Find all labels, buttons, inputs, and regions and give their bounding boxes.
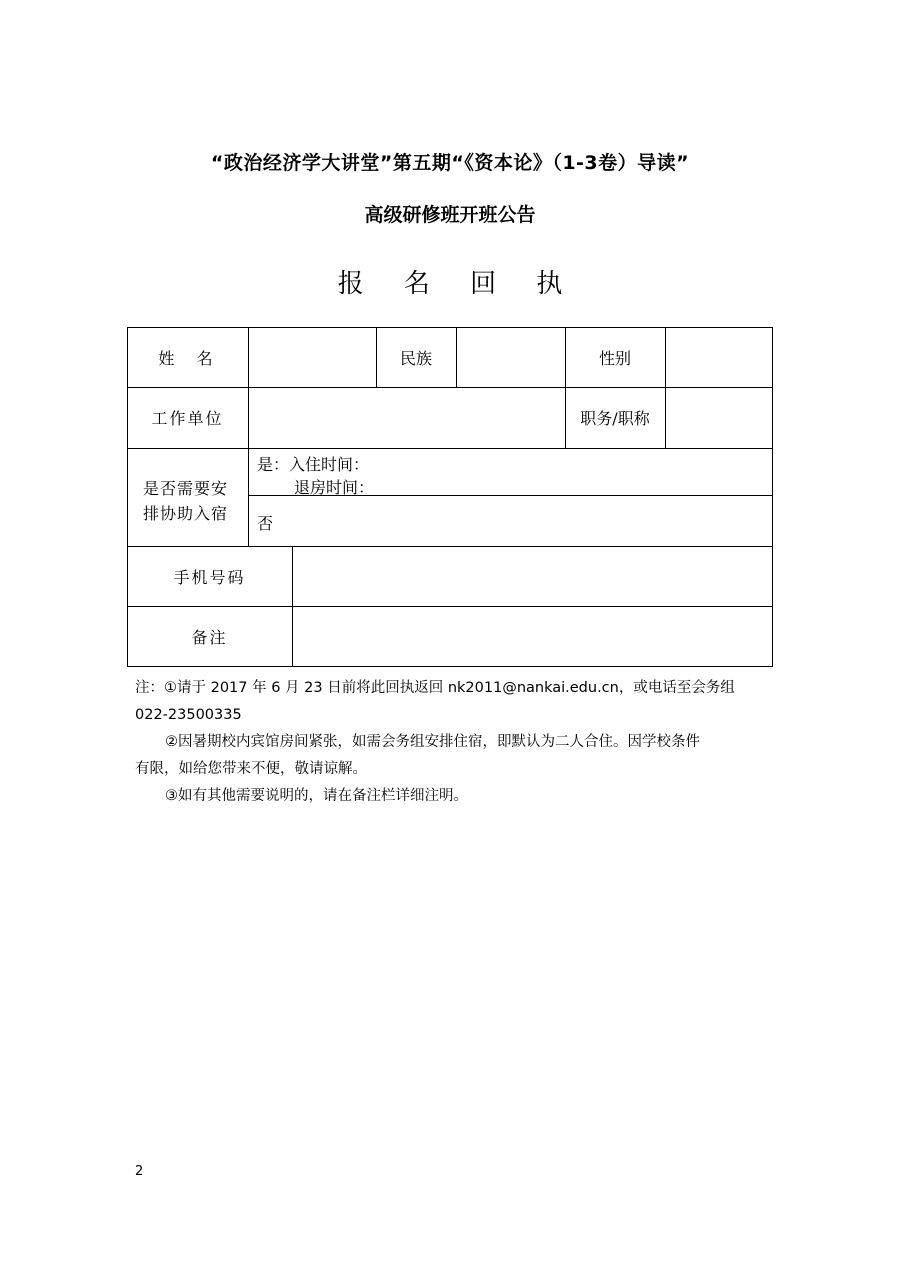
- position-field[interactable]: [665, 387, 773, 448]
- accommodation-label: [127, 448, 248, 546]
- checkin-time-label: 是：入住时间：: [257, 455, 370, 474]
- name-label: 姓 名: [158, 348, 217, 368]
- checkout-time-label: 退房时间：: [294, 478, 375, 497]
- note-1-line1: 注：①请于 2017 年 6 月 23 日前将此回执返回 nk2011@nankai.edu.cn，或电话至会务组: [135, 680, 735, 696]
- note-2-line1: ②因暑期校内宾馆房间紧张，如需会务组安排住宿，即默认为二人合住。因学校条件: [165, 734, 700, 750]
- note-3: ③如有其他需要说明的，请在备注栏详细注明。: [165, 788, 468, 804]
- ethnicity-field[interactable]: [456, 327, 565, 387]
- note-2-line2: 有限，如给您带来不便，敬请谅解。: [135, 761, 367, 777]
- work-unit-field[interactable]: [248, 387, 565, 448]
- registration-form-table: [127, 327, 773, 667]
- notes-section: [135, 675, 775, 810]
- announcement-title-line2: 高级研修班开班公告: [364, 204, 536, 226]
- position-label: 职务/职称: [580, 409, 650, 428]
- remark-label: 备注: [191, 627, 228, 647]
- accommodation-label-line1: 是否需要安: [143, 479, 229, 498]
- accommodation-label-line2: 排协助入宿: [143, 504, 229, 523]
- no-label: 否: [257, 514, 274, 533]
- gender-field[interactable]: [665, 327, 773, 387]
- announcement-title-line1: “政治经济学大讲堂”第五期“《资本论》（1-3卷）导读”: [210, 152, 690, 174]
- gender-label: 性别: [598, 348, 631, 368]
- table-border-bottom: [127, 666, 773, 667]
- remark-field[interactable]: [292, 606, 773, 666]
- note-1-line2: 022-23500335: [135, 707, 242, 723]
- accommodation-no-option[interactable]: [248, 495, 773, 546]
- form-title: 报 名 回 执: [337, 269, 579, 299]
- work-unit-label: 工作单位: [151, 409, 224, 428]
- phone-label: 手机号码: [173, 567, 246, 587]
- phone-field[interactable]: [292, 546, 773, 606]
- name-field[interactable]: [248, 327, 376, 387]
- accommodation-yes-option[interactable]: [248, 448, 773, 495]
- page-number: 2: [135, 1164, 144, 1179]
- ethnicity-label: 民族: [399, 348, 432, 368]
